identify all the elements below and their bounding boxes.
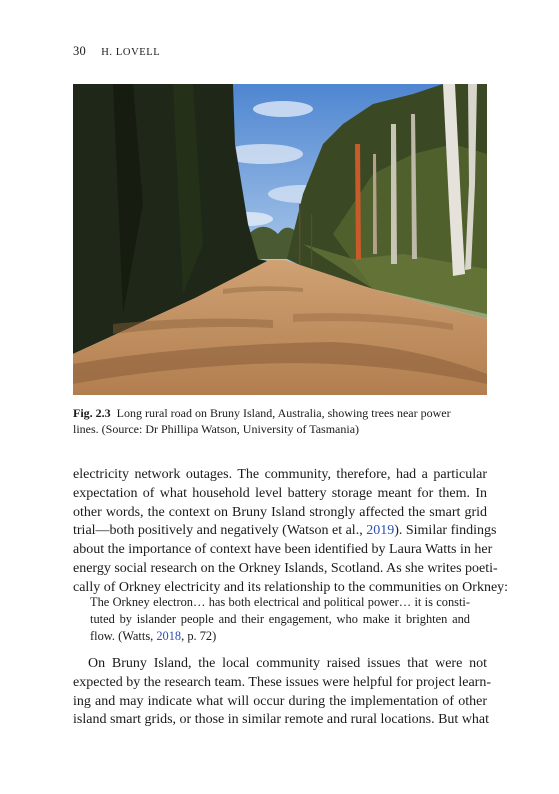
text-line: [73, 504, 487, 523]
figure-photo: [73, 84, 487, 395]
text-run: electricity network outages. The community, therefore, had a particular: [73, 467, 487, 482]
text-run: The Orkney electron… has both electrical and political power… it is consti-: [90, 595, 470, 609]
text-line: [90, 628, 470, 645]
text-run: cally of Orkney electricity and its relationship to the communities on Orkney:: [73, 579, 509, 595]
text-line: [73, 522, 497, 541]
running-header: [73, 44, 160, 59]
citation-link[interactable]: 2018: [156, 629, 182, 643]
running-author: H. LOVELL: [101, 47, 161, 58]
text-run: expectation of what household level battery storage meant for them. In: [73, 485, 487, 501]
text-line: [90, 611, 470, 628]
text-line: [73, 485, 487, 504]
text-line: island smart grids, or those in similar remote and rural locations. But what: [73, 712, 490, 728]
caption-line: Long rural road on Bruny Island, Australia, showing trees near power: [116, 406, 451, 420]
text-line: On Bruny Island, the local community raised issues that were not: [88, 656, 487, 671]
text-run: about the importance of context have been identified by Laura Watts in her: [73, 542, 493, 558]
paragraph: [73, 466, 509, 598]
text-line: [73, 541, 493, 560]
text-run: , p. 72): [181, 629, 217, 643]
paragraph: [73, 655, 491, 730]
text-run: energy social research on the Orkney Islands, Scotland. As she writes poeti-: [73, 560, 498, 576]
text-line: [73, 466, 487, 485]
block-quote: [90, 594, 470, 645]
text-line: ing and may indicate what will occur during the implementation of other: [73, 693, 487, 709]
text-run: flow. (Watts,: [90, 629, 157, 643]
text-run: ). Similar findings: [394, 523, 497, 539]
text-run: tuted by islander people and their engagement, who make it brighten and: [90, 612, 470, 626]
citation-link[interactable]: 2019: [366, 523, 395, 539]
text-line: [73, 560, 498, 579]
text-run: other words, the context on Bruny Island strongly affected the smart grid: [73, 504, 487, 520]
text-run: trial—both positively and negatively (Watson et al.,: [73, 523, 367, 539]
text-line: expected by the research team. These issues were helpful for project learn-: [73, 674, 491, 690]
figure-caption: [73, 405, 487, 437]
page-number: 30: [73, 44, 86, 58]
text-line: [90, 594, 470, 611]
caption-line: lines. (Source: Dr Phillipa Watson, University of Tasmania): [73, 422, 360, 436]
figure-label: Fig. 2.3: [73, 406, 111, 420]
